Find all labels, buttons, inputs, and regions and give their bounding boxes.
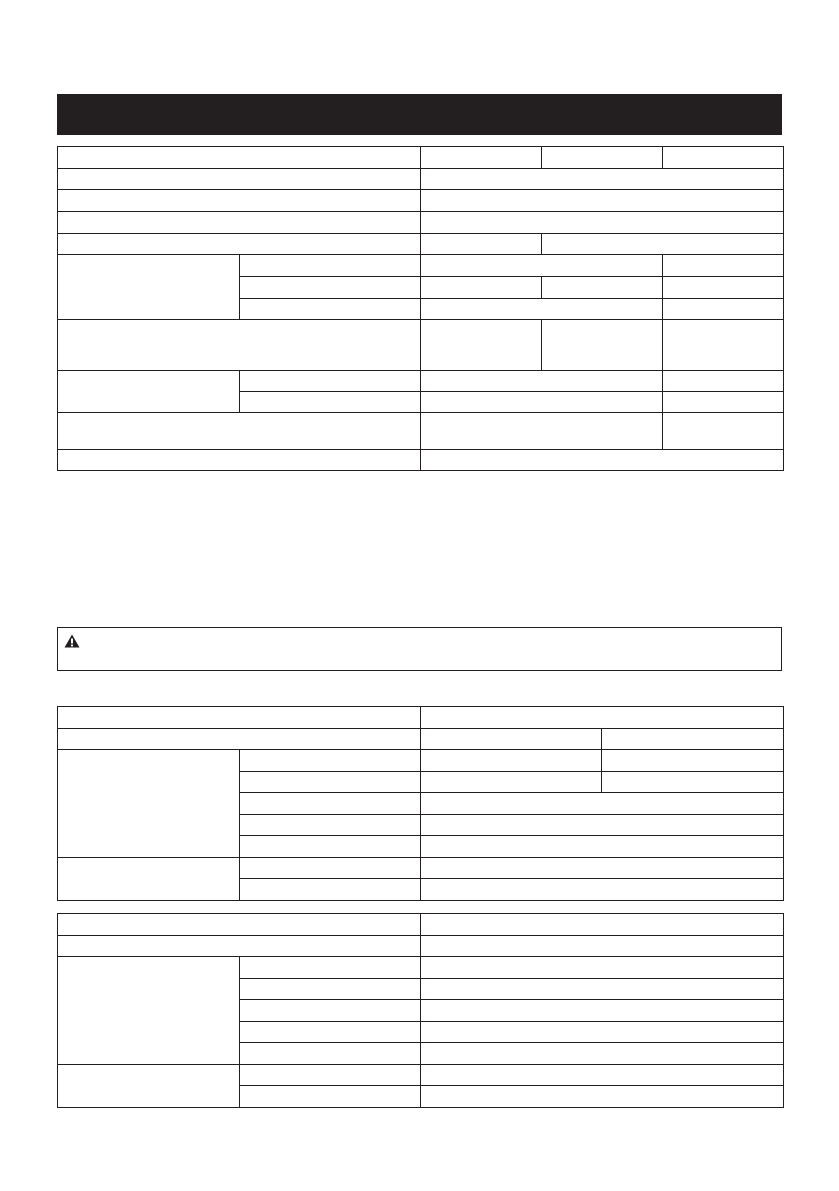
table-row	[58, 190, 784, 212]
table-row	[58, 234, 784, 255]
table-row	[58, 147, 784, 169]
spec-table-2	[57, 706, 784, 901]
table-row	[58, 212, 784, 234]
table-row	[58, 858, 784, 879]
table-row	[58, 371, 784, 392]
spec-table-1	[57, 146, 784, 471]
table-row	[58, 750, 784, 772]
table-row	[58, 936, 784, 957]
table-row	[58, 413, 784, 450]
table-row	[58, 255, 784, 277]
table-row	[58, 707, 784, 729]
warning-triangle-icon	[64, 634, 80, 648]
table-row	[58, 957, 784, 979]
table-row	[58, 729, 784, 750]
table-row	[58, 1065, 784, 1086]
table-row	[58, 169, 784, 190]
table-row	[58, 914, 784, 936]
table-row	[58, 450, 784, 471]
spec-table-3	[57, 913, 784, 1108]
table-row	[58, 320, 784, 371]
section-title-bar	[57, 94, 782, 135]
warning-box	[57, 627, 782, 671]
